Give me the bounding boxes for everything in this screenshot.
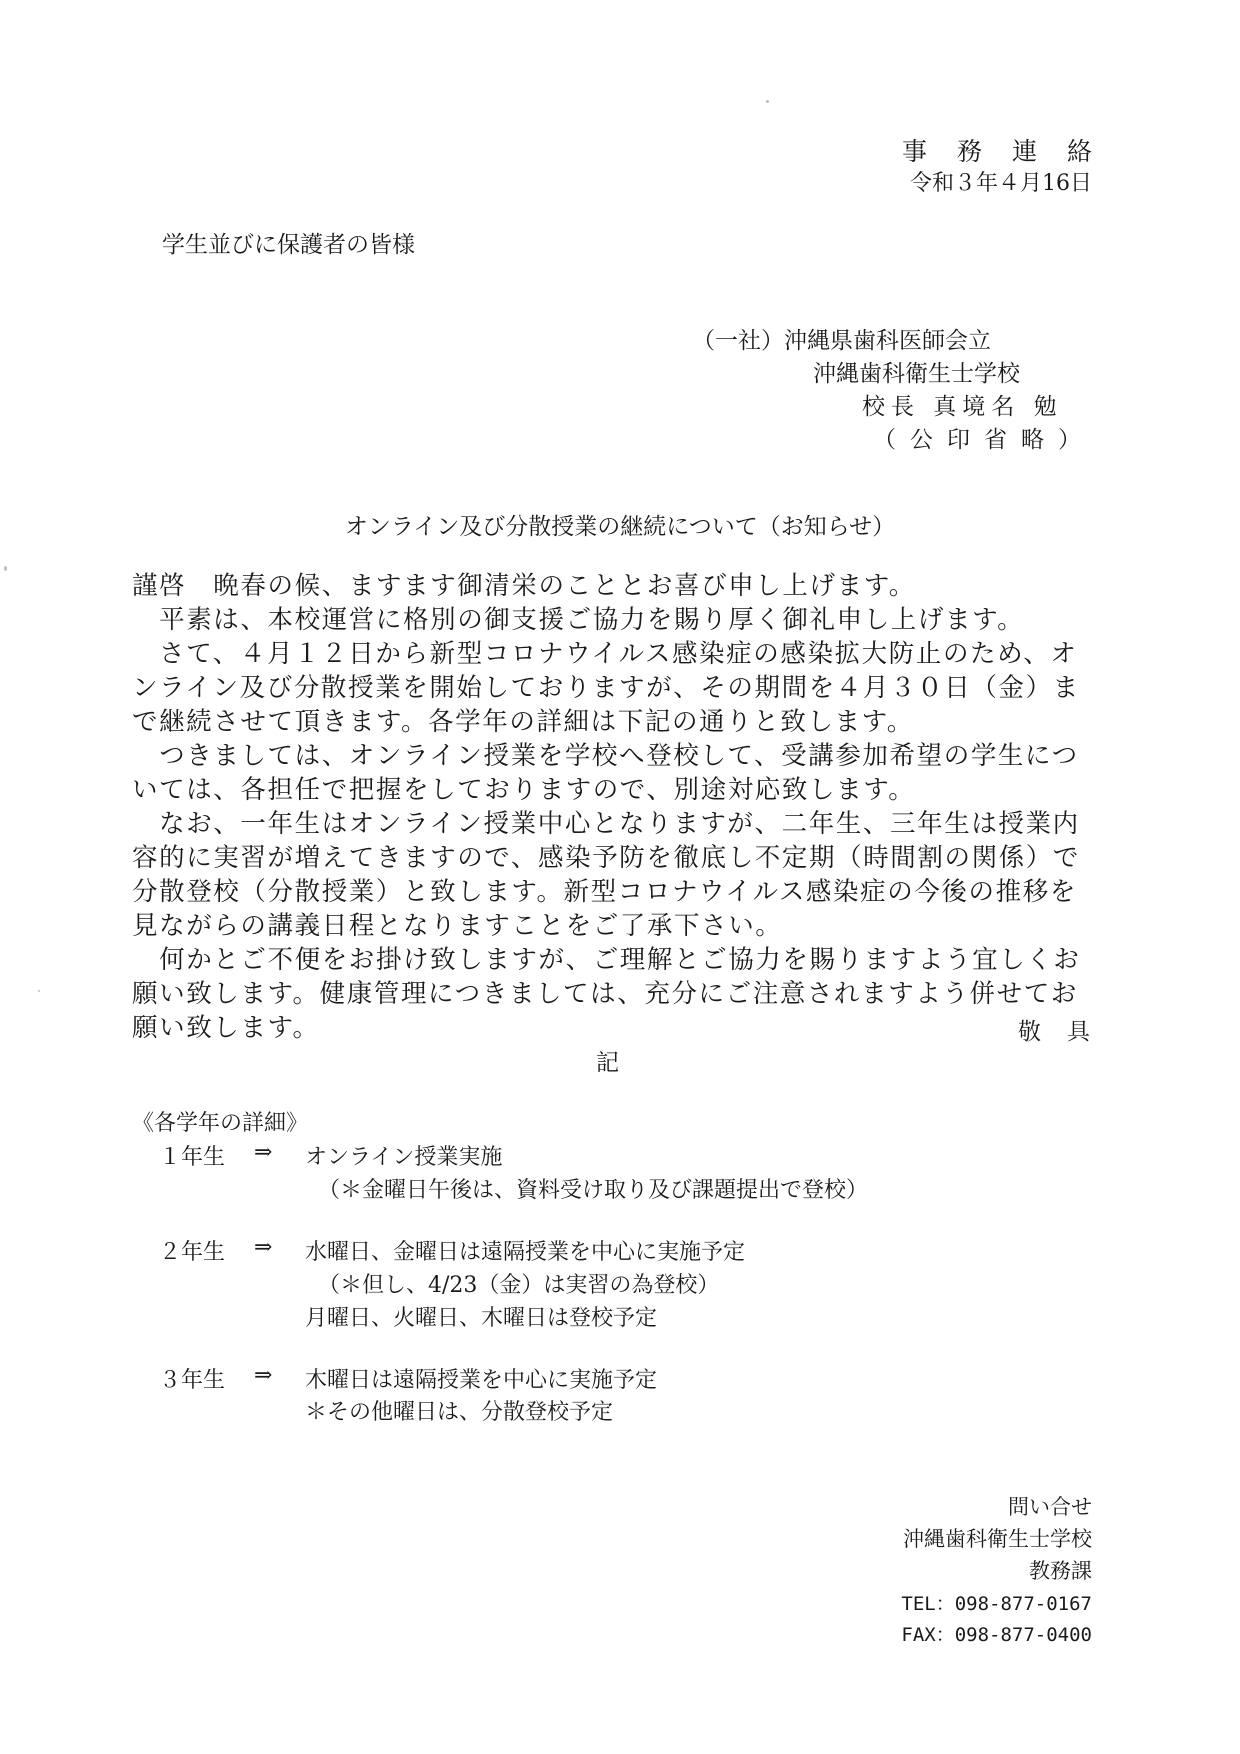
contact-tel: TEL：098-877-0167 [901, 1593, 1092, 1615]
arrow-icon: ⇒ [254, 1363, 273, 1388]
scan-speck [766, 100, 769, 103]
ki-marker: 記 [596, 1050, 619, 1076]
grade3-line1: 木曜日は遠隔授業を中心に実施予定 [305, 1368, 658, 1393]
document-title: オンライン及び分散授業の継続について（お知らせ） [344, 514, 896, 540]
details-heading: 《各学年の詳細》 [132, 1111, 309, 1136]
grade3-line2: ＊その他曜日は、分散登校予定 [305, 1400, 614, 1425]
contact-school: 沖縄歯科衛生士学校 [903, 1527, 1092, 1551]
grade3-label: ３年生 [159, 1368, 226, 1393]
arrow-icon: ⇒ [254, 1140, 273, 1165]
contact-fax: FAX：098-877-0400 [901, 1624, 1092, 1646]
document-date: 令和３年４月16日 [910, 171, 1092, 196]
body-paragraph: 謹啓 晩春の候、ますます御清栄のこととお喜び申し上げます。 [132, 571, 916, 601]
scan-speck [38, 990, 40, 992]
body-paragraph: 平素は、本校運営に格別の御支援ご協力を賜り厚く御礼申し上げます。 [132, 605, 1025, 635]
sender-organization: （一社）沖縄県歯科医師会立 [692, 328, 991, 354]
grade2-line1: 水曜日、金曜日は遠隔授業を中心に実施予定 [305, 1240, 746, 1265]
grade1-line2: （＊金曜日午後は、資料受け取り及び課題提出で登校） [318, 1178, 869, 1203]
closing-salutation: 敬具 [1018, 1019, 1116, 1045]
sender-school: 沖縄歯科衛生士学校 [813, 361, 1020, 387]
recipient: 学生並びに保護者の皆様 [162, 232, 415, 258]
document-type: 事務連絡 [901, 137, 1122, 166]
body-paragraph: なお、一年生はオンライン授業中心となりますが、二年生、三年生は授業内容的に実習が増えてきますので、感染予防を徹底し不定期（時間割の関係）で分散登校（分散授業）と致します。新型コロナウイルス感染症の今後の推移を見ながらの講義日程となりますことをご了承下さい。 [132, 809, 1080, 941]
body-paragraph: 何かとご不便をお掛け致しますが、ご理解とご協力を賜りますよう宜しくお願い致します。健康管理につきましては、充分にご注意されますよう併せてお願い致します。 [132, 945, 1081, 1043]
contact-heading: 問い合せ [1008, 1495, 1092, 1519]
grade2-line3: 月曜日、火曜日、木曜日は登校予定 [305, 1306, 658, 1331]
scan-speck [4, 566, 7, 571]
grade1-line1: オンライン授業実施 [305, 1145, 503, 1170]
arrow-icon: ⇒ [254, 1235, 273, 1260]
body-paragraph: つきましては、オンライン授業を学校へ登校して、受講参加希望の学生については、各担任で把握をしておりますので、別途対応致します。 [132, 741, 1079, 805]
sender-principal: 校長 真境名 勉 [862, 394, 1063, 420]
grade1-label: １年生 [159, 1145, 226, 1170]
contact-dept: 教務課 [1029, 1559, 1092, 1583]
grade2-line2: （＊但し、4/23（金）は実習の為登校） [318, 1273, 720, 1298]
letter-body [132, 569, 1092, 1045]
body-paragraph: さて、４月１２日から新型コロナウイルス感染症の感染拡大防止のため、オンライン及び分散授業を開始しておりますが、その期間を４月３０日（金）まで継続させて頂きます。各学年の詳細は下記の通りと致します。 [132, 639, 1080, 737]
seal-note: （公印省略） [873, 427, 1095, 453]
grade2-label: ２年生 [159, 1240, 226, 1265]
